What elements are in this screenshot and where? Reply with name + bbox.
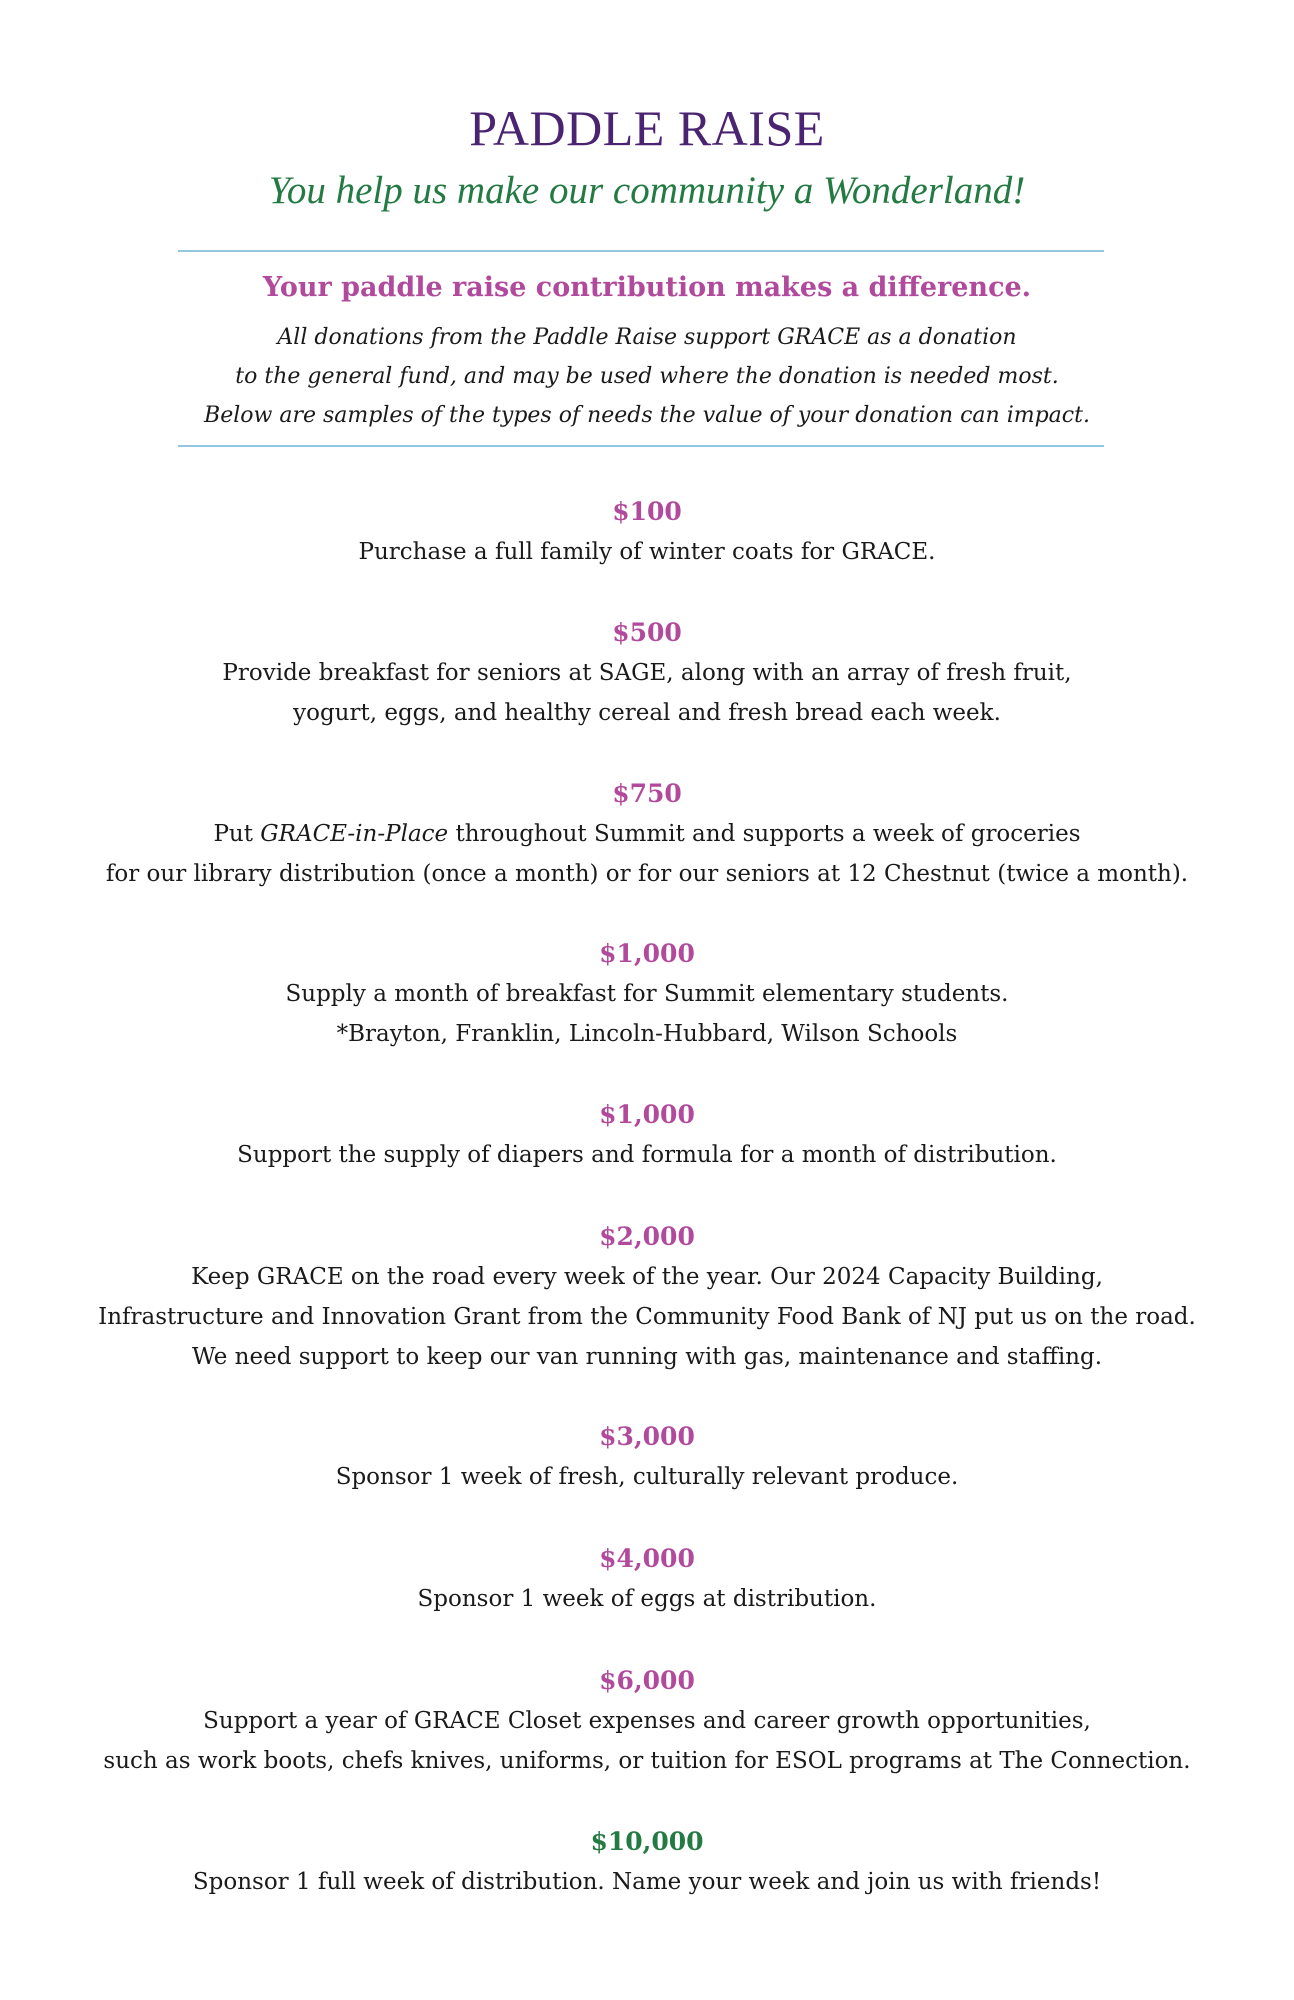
description-line: Put GRACE-in-Place throughout Summit and supports a week of groceries xyxy=(213,821,1081,847)
intro-lead: Your paddle raise contribution makes a difference. xyxy=(262,272,1032,303)
intro-text xyxy=(0,318,1294,435)
donation-amount: $3,000 xyxy=(599,1422,695,1451)
donation-description xyxy=(0,1135,1294,1175)
donation-amount: $1,000 xyxy=(599,1100,695,1129)
donation-level-10000 xyxy=(0,1825,1294,1902)
description-line: Provide breakfast for seniors at SAGE, along with an array of fresh fruit, xyxy=(222,660,1072,686)
description-line: for our library distribution (once a month) or for our seniors at 12 Chestnut (twice a month). xyxy=(105,861,1189,887)
page-title: PADDLE RAISE xyxy=(469,100,825,156)
description-line: Purchase a full family of winter coats for GRACE. xyxy=(358,539,936,565)
description-line: Infrastructure and Innovation Grant from the Community Food Bank of NJ put us on the road. xyxy=(98,1304,1196,1330)
description-line: Sponsor 1 week of fresh, culturally relevant produce. xyxy=(335,1464,959,1490)
donation-level-500 xyxy=(0,616,1294,733)
donation-amount: $500 xyxy=(612,618,682,647)
donation-amount: $1,000 xyxy=(599,939,695,968)
donation-level-1000-diapers xyxy=(0,1098,1294,1175)
donation-level-100 xyxy=(0,495,1294,572)
donation-level-6000 xyxy=(0,1664,1294,1781)
donation-amount: $10,000 xyxy=(590,1827,704,1856)
description-line: We need support to keep our van running with gas, maintenance and staffing. xyxy=(191,1344,1103,1370)
donation-level-750 xyxy=(0,777,1294,894)
donation-description xyxy=(0,653,1294,733)
bottom-divider xyxy=(178,445,1104,447)
donation-amount: $2,000 xyxy=(599,1222,695,1251)
donation-level-1000-breakfast xyxy=(0,937,1294,1054)
top-divider xyxy=(178,250,1104,252)
donation-amount: $750 xyxy=(612,779,682,808)
page-subtitle: You help us make our community a Wonderland! xyxy=(268,169,1026,212)
donation-level-4000 xyxy=(0,1542,1294,1619)
description-line: Supply a month of breakfast for Summit elementary students. xyxy=(285,981,1009,1007)
donation-level-2000 xyxy=(0,1220,1294,1377)
description-line: such as work boots, chefs knives, uniforms, or tuition for ESOL programs at The Connection. xyxy=(103,1748,1191,1774)
grace-in-place-emphasis: GRACE-in-Place xyxy=(260,821,449,847)
donation-description xyxy=(0,974,1294,1054)
description-line: *Brayton, Franklin, Lincoln-Hubbard, Wilson Schools xyxy=(336,1021,958,1047)
donation-description xyxy=(0,814,1294,894)
description-line: Support the supply of diapers and formula for a month of distribution. xyxy=(237,1142,1057,1168)
donation-amount: $4,000 xyxy=(599,1544,695,1573)
donation-description xyxy=(0,1579,1294,1619)
intro-line: All donations from the Paddle Raise support GRACE as a donation xyxy=(277,325,1017,350)
donation-description xyxy=(0,1257,1294,1377)
intro-line: Below are samples of the types of needs the value of your donation can impact. xyxy=(204,403,1090,428)
description-line: Sponsor 1 week of eggs at distribution. xyxy=(417,1586,877,1612)
donation-level-3000 xyxy=(0,1420,1294,1497)
donation-description xyxy=(0,1862,1294,1902)
donation-description xyxy=(0,1701,1294,1781)
description-line: yogurt, eggs, and healthy cereal and fresh bread each week. xyxy=(293,700,1001,726)
donation-description xyxy=(0,1457,1294,1497)
donation-description xyxy=(0,532,1294,572)
description-line: Sponsor 1 full week of distribution. Name your week and join us with friends! xyxy=(192,1869,1102,1895)
description-line: Keep GRACE on the road every week of the year. Our 2024 Capacity Building, xyxy=(191,1264,1103,1290)
intro-line: to the general fund, and may be used where the donation is needed most. xyxy=(235,364,1059,389)
donation-amount: $100 xyxy=(612,497,682,526)
donation-amount: $6,000 xyxy=(599,1666,695,1695)
description-line: Support a year of GRACE Closet expenses and career growth opportunities, xyxy=(203,1708,1091,1734)
